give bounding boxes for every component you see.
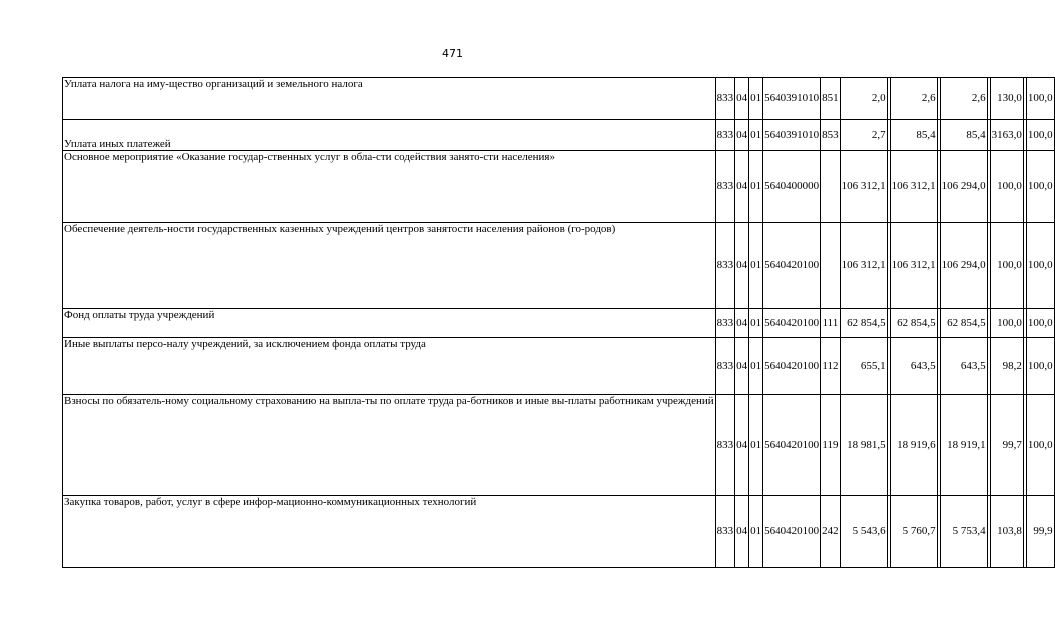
cell-vr: 112 xyxy=(821,338,841,395)
cell-csr: 5640420100 xyxy=(763,496,821,568)
cell-value-2: 106 312,1 xyxy=(890,223,937,309)
cell-percent-2: 100,0 xyxy=(1026,338,1054,395)
cell-pr: 01 xyxy=(749,223,763,309)
table-row xyxy=(63,395,1055,496)
cell-rz: 04 xyxy=(735,151,749,223)
table-row xyxy=(63,151,1055,223)
cell-percent-2: 100,0 xyxy=(1026,309,1054,338)
cell-name: Обеспечение деятель-ности государственных казенных учреждений центров занятости населения районов (го-родов) xyxy=(63,223,716,309)
table-row xyxy=(63,496,1055,568)
table-row xyxy=(63,120,1055,151)
cell-value-2: 643,5 xyxy=(890,338,937,395)
page-number: 471 xyxy=(442,47,463,60)
cell-pr: 01 xyxy=(749,338,763,395)
cell-percent-1: 103,8 xyxy=(990,496,1023,568)
cell-percent-2: 100,0 xyxy=(1026,78,1054,120)
cell-grbs: 833 xyxy=(715,309,735,338)
cell-grbs: 833 xyxy=(715,223,735,309)
cell-rz: 04 xyxy=(735,223,749,309)
cell-value-1: 62 854,5 xyxy=(840,309,887,338)
cell-csr: 5640391010 xyxy=(763,120,821,151)
cell-pr: 01 xyxy=(749,151,763,223)
cell-percent-1: 100,0 xyxy=(990,151,1023,223)
cell-rz: 04 xyxy=(735,395,749,496)
table-row xyxy=(63,78,1055,120)
cell-percent-2: 99,9 xyxy=(1026,496,1054,568)
cell-name: Фонд оплаты труда учреждений xyxy=(63,309,716,338)
cell-value-3: 85,4 xyxy=(940,120,987,151)
cell-name: Основное мероприятие «Оказание государ-ственных услуг в обла-сти содействия занято-сти населения» xyxy=(63,151,716,223)
cell-rz: 04 xyxy=(735,120,749,151)
cell-value-2: 106 312,1 xyxy=(890,151,937,223)
cell-value-2: 2,6 xyxy=(890,78,937,120)
cell-grbs: 833 xyxy=(715,496,735,568)
cell-rz: 04 xyxy=(735,309,749,338)
cell-pr: 01 xyxy=(749,120,763,151)
cell-value-1: 2,7 xyxy=(840,120,887,151)
cell-value-1: 2,0 xyxy=(840,78,887,120)
cell-value-3: 106 294,0 xyxy=(940,151,987,223)
cell-value-3: 2,6 xyxy=(940,78,987,120)
cell-pr: 01 xyxy=(749,78,763,120)
cell-grbs: 833 xyxy=(715,120,735,151)
cell-csr: 5640420100 xyxy=(763,223,821,309)
table-body xyxy=(63,78,1055,568)
cell-value-3: 18 919,1 xyxy=(940,395,987,496)
cell-csr: 5640391010 xyxy=(763,78,821,120)
cell-name: Взносы по обязатель-ному социальному страхованию на выпла-ты по оплате труда ра-ботников и иные вы-платы работникам учреждений xyxy=(63,395,716,496)
cell-percent-1: 98,2 xyxy=(990,338,1023,395)
cell-rz: 04 xyxy=(735,338,749,395)
cell-value-2: 62 854,5 xyxy=(890,309,937,338)
cell-grbs: 833 xyxy=(715,151,735,223)
cell-vr: 111 xyxy=(821,309,841,338)
cell-grbs: 833 xyxy=(715,338,735,395)
cell-value-1: 5 543,6 xyxy=(840,496,887,568)
cell-rz: 04 xyxy=(735,78,749,120)
cell-vr: 242 xyxy=(821,496,841,568)
cell-percent-2: 100,0 xyxy=(1026,120,1054,151)
cell-value-2: 5 760,7 xyxy=(890,496,937,568)
cell-percent-2: 100,0 xyxy=(1026,395,1054,496)
table-row xyxy=(63,223,1055,309)
budget-table xyxy=(62,77,1055,568)
cell-name: Уплата иных платежей xyxy=(63,120,716,151)
cell-value-2: 85,4 xyxy=(890,120,937,151)
cell-percent-1: 100,0 xyxy=(990,223,1023,309)
cell-name: Уплата налога на иму-щество организаций и земельного налога xyxy=(63,78,716,120)
cell-value-1: 106 312,1 xyxy=(840,151,887,223)
cell-value-1: 18 981,5 xyxy=(840,395,887,496)
cell-value-3: 62 854,5 xyxy=(940,309,987,338)
cell-pr: 01 xyxy=(749,496,763,568)
cell-csr: 5640420100 xyxy=(763,395,821,496)
cell-value-3: 5 753,4 xyxy=(940,496,987,568)
cell-vr xyxy=(821,223,841,309)
cell-name: Закупка товаров, работ, услуг в сфере инфор-мационно-коммуникационных технологий xyxy=(63,496,716,568)
cell-value-2: 18 919,6 xyxy=(890,395,937,496)
table-row xyxy=(63,338,1055,395)
cell-percent-1: 3163,0 xyxy=(990,120,1023,151)
table-row xyxy=(63,309,1055,338)
cell-rz: 04 xyxy=(735,496,749,568)
cell-csr: 5640420100 xyxy=(763,338,821,395)
cell-value-3: 643,5 xyxy=(940,338,987,395)
cell-percent-1: 130,0 xyxy=(990,78,1023,120)
cell-csr: 5640420100 xyxy=(763,309,821,338)
cell-vr: 851 xyxy=(821,78,841,120)
cell-percent-2: 100,0 xyxy=(1026,151,1054,223)
cell-percent-1: 100,0 xyxy=(990,309,1023,338)
cell-vr xyxy=(821,151,841,223)
cell-percent-2: 100,0 xyxy=(1026,223,1054,309)
cell-value-1: 106 312,1 xyxy=(840,223,887,309)
cell-value-3: 106 294,0 xyxy=(940,223,987,309)
cell-vr: 119 xyxy=(821,395,841,496)
cell-pr: 01 xyxy=(749,395,763,496)
cell-vr: 853 xyxy=(821,120,841,151)
cell-value-1: 655,1 xyxy=(840,338,887,395)
cell-csr: 5640400000 xyxy=(763,151,821,223)
cell-grbs: 833 xyxy=(715,395,735,496)
cell-grbs: 833 xyxy=(715,78,735,120)
cell-name: Иные выплаты персо-налу учреждений, за исключением фонда оплаты труда xyxy=(63,338,716,395)
cell-pr: 01 xyxy=(749,309,763,338)
cell-percent-1: 99,7 xyxy=(990,395,1023,496)
